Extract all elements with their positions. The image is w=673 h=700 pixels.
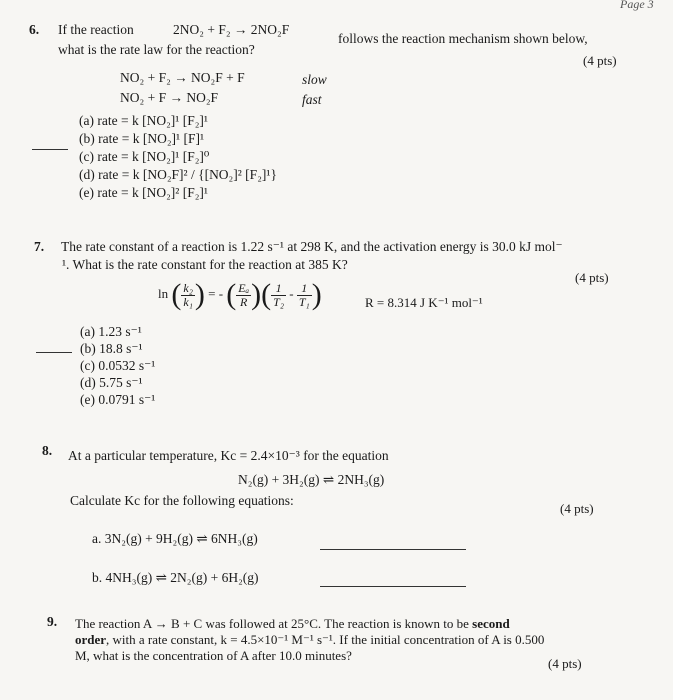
q8-part-b: b. 4NH₃(g) ⇌ 2N₂(g) + 6H₂(g)	[92, 570, 259, 585]
q9-line1-text: The reaction A → B + C was followed at 25°C. The reaction is known to be	[75, 616, 473, 631]
formula-r: R	[240, 294, 248, 309]
formula-k1: k₁	[183, 294, 193, 309]
q9-number: 9.	[47, 614, 58, 629]
q6-option-e: (e) rate = k [NO₂]² [F₂]¹	[79, 185, 208, 200]
q7-line1: The rate constant of a reaction is 1.22 s⁻¹ at 298 K, and the activation energy is 30.0 kJ mol⁻	[61, 239, 563, 254]
formula-t1: T₁	[298, 294, 310, 309]
q6-mechanism-step2: NO₂ + F → NO₂F	[120, 90, 219, 105]
q6-option-a: (a) rate = k [NO₂]¹ [F₂]¹	[79, 113, 208, 128]
q6-option-d: (d) rate = k [NO₂F]² / {[NO₂]² [F₂]¹}	[79, 167, 277, 182]
q7-option-a: (a) 1.23 s⁻¹	[80, 324, 142, 339]
q8-part-a: a. 3N₂(g) + 9H₂(g) ⇌ 6NH₃(g)	[92, 531, 258, 546]
q6-points: (4 pts)	[583, 53, 617, 68]
q7-option-e: (e) 0.0791 s⁻¹	[80, 392, 156, 407]
q7-option-b: (b) 18.8 s⁻¹	[80, 341, 143, 356]
q6-mechanism-step1: NO₂ + F₂ → NO₂F + F	[120, 70, 245, 85]
q9-line1	[75, 616, 510, 632]
q6-option-c: (c) rate = k [NO₂]¹ [F₂]⁰	[79, 149, 210, 164]
q6-question: what is the rate law for the reaction?	[58, 42, 255, 57]
q9-line2-text: , with a rate constant, k = 4.5×10⁻¹ M⁻¹ s⁻¹. If the initial concentration of A is 0.500	[106, 632, 545, 647]
q8-line1: At a particular temperature, Kc = 2.4×10⁻³ for the equation	[68, 448, 389, 463]
q9-points: (4 pts)	[548, 656, 582, 671]
q7-r-constant: R = 8.314 J K⁻¹ mol⁻¹	[365, 295, 483, 310]
formula-k2: k₂	[183, 280, 193, 295]
q9-second-emphasis: second	[472, 616, 510, 631]
q6-mechanism-step1-rate: slow	[302, 72, 327, 87]
q9-line2	[75, 632, 544, 648]
q6-reaction: 2NO₂ + F₂ → 2NO₂F	[173, 22, 290, 37]
q6-follows: follows the reaction mechanism shown below,	[338, 31, 588, 46]
formula-one-b: 1	[297, 282, 312, 296]
q7-option-d: (d) 5.75 s⁻¹	[80, 375, 143, 390]
q6-intro: If the reaction	[58, 22, 134, 37]
formula-t2: T₂	[273, 294, 284, 309]
q7-points: (4 pts)	[575, 270, 609, 285]
q8-number: 8.	[42, 443, 53, 458]
q8-instruction: Calculate Kc for the following equations:	[70, 493, 294, 508]
q6-option-b: (b) rate = k [NO₂]¹ [F]¹	[79, 131, 205, 146]
q6-mechanism-step2-rate: fast	[302, 92, 322, 107]
q7-option-c: (c) 0.0532 s⁻¹	[80, 358, 156, 373]
formula-equals-minus: = -	[208, 285, 224, 301]
q6-number: 6.	[29, 22, 40, 37]
q7-line2: ¹. What is the rate constant for the reaction at 385 K?	[62, 257, 348, 272]
q9-line3: M, what is the concentration of A after 10.0 minutes?	[75, 648, 352, 663]
formula-one-a: 1	[271, 282, 286, 296]
page-number: Page 3	[620, 0, 654, 11]
q8-equation: N₂(g) + 3H₂(g) ⇌ 2NH₃(g)	[238, 472, 385, 487]
formula-minus: -	[289, 285, 294, 301]
formula-ea: Eₐ	[238, 280, 250, 295]
q7-arrhenius-formula: ln ( $\frac{\text{k₂}}{\text{k₁}}$ ) = - ( $\frac{\text{Eₐ}}{R}$ )( $\frac{1}{\text{T₂}}$ - $\frac{1}{\text{T₁}}$ )	[158, 278, 322, 311]
q8-part-b-answer-blank[interactable]	[320, 586, 466, 587]
formula-ln: ln	[158, 285, 169, 301]
q9-order-emphasis: order	[75, 632, 107, 647]
q7-number: 7.	[34, 239, 45, 254]
q7-answer-blank[interactable]	[36, 352, 72, 353]
q6-answer-blank[interactable]	[32, 149, 68, 150]
q8-points: (4 pts)	[560, 501, 594, 516]
q8-part-a-answer-blank[interactable]	[320, 549, 466, 550]
